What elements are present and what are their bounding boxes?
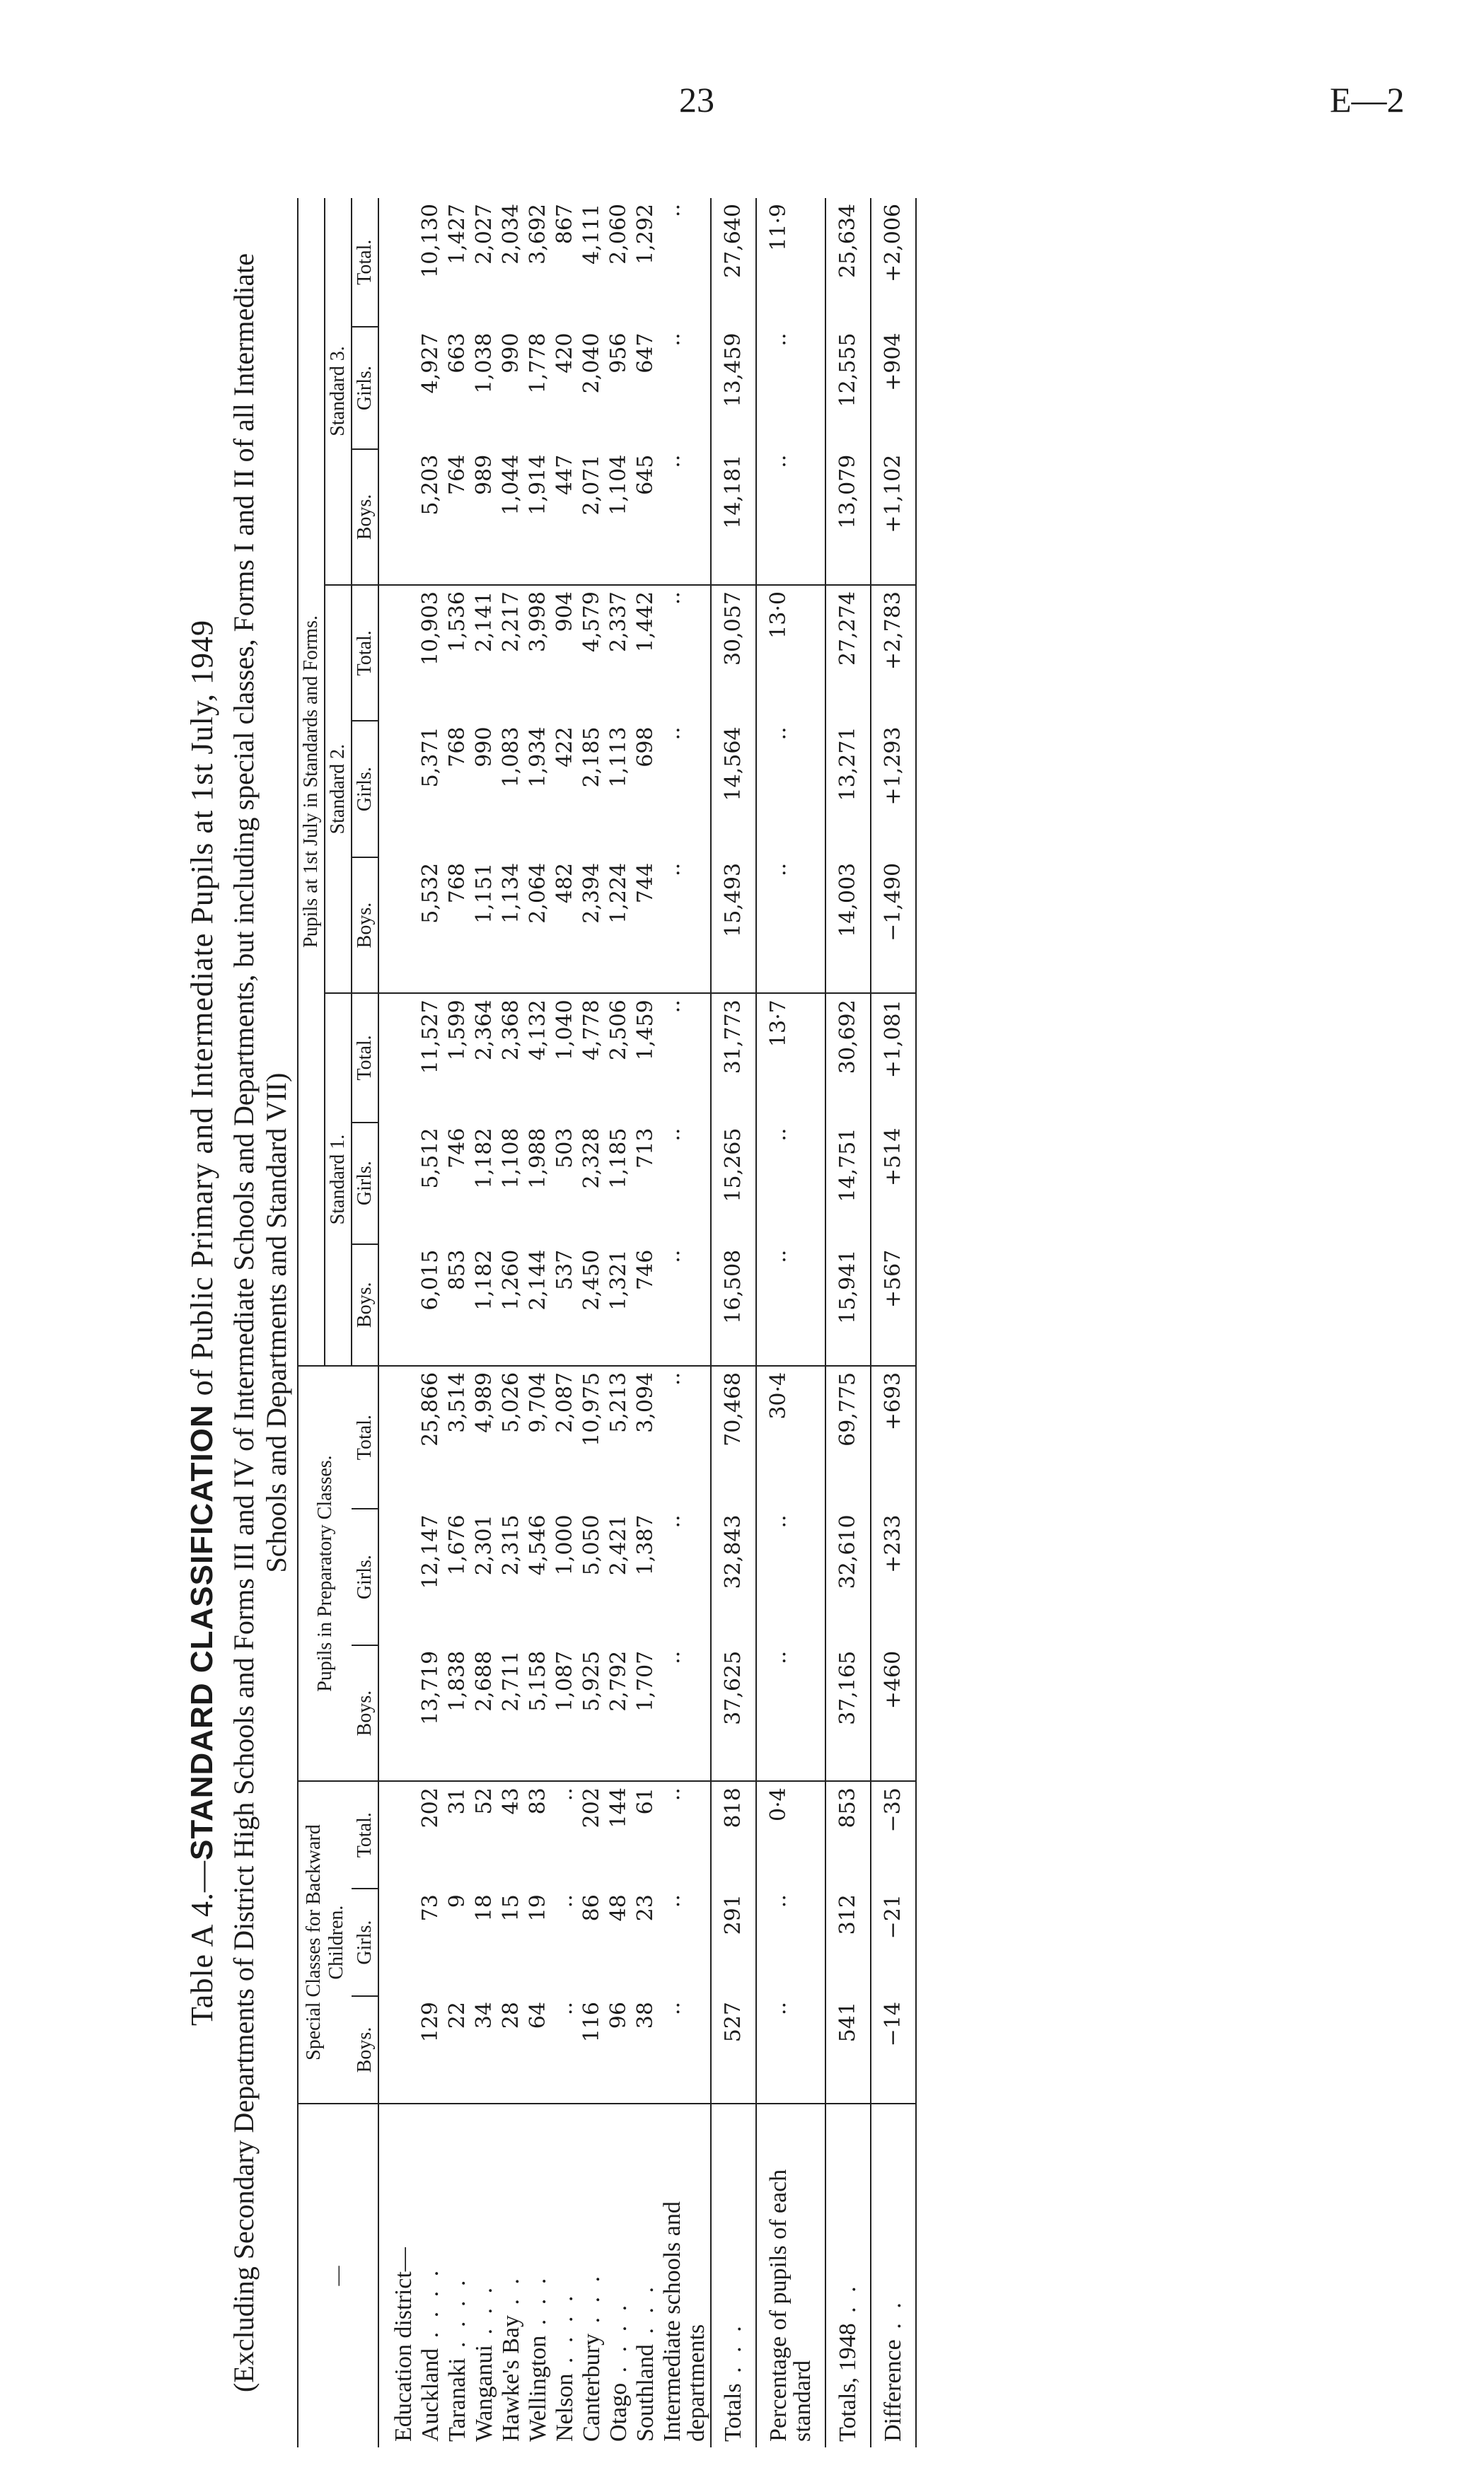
cell: 28: [498, 1996, 525, 2104]
cell: 13,459: [721, 332, 746, 407]
row-label: Percentage of pupils of each standard: [765, 2169, 816, 2442]
cell: 13,271: [835, 726, 860, 801]
cell: 5,512: [418, 1127, 443, 1189]
column-header-boys: Boys.: [352, 1244, 378, 1366]
cell: 13,079: [825, 449, 871, 585]
column-header-boys: Boys.: [352, 1645, 378, 1781]
cell: +567: [871, 1244, 916, 1366]
cell: 2,315: [499, 1514, 523, 1576]
cell: 1,988: [526, 1127, 550, 1189]
cell: 904: [552, 591, 577, 632]
column-header-boys: Boys.: [352, 449, 378, 585]
cell: −35: [881, 1787, 905, 1833]
cell: ..: [660, 1787, 685, 1802]
cell: 1,182: [472, 1127, 497, 1189]
cell: 10,975: [579, 1372, 604, 1447]
cell: 5,532: [417, 857, 444, 993]
cell: 482: [552, 857, 579, 993]
cell: 5,925: [579, 1645, 605, 1781]
cell: +904: [881, 332, 905, 391]
cell: 818: [721, 1787, 746, 1828]
cell: 2,301: [472, 1514, 497, 1576]
cell: 853: [444, 1244, 471, 1366]
cell: 1,182: [471, 1244, 498, 1366]
cell: 37,165: [825, 1645, 871, 1781]
row-label: Difference . .: [880, 2298, 906, 2442]
cell: 1,914: [525, 449, 552, 585]
cell: ..: [766, 332, 791, 347]
cell: 5,203: [417, 449, 444, 585]
cell: 537: [552, 1244, 579, 1366]
cell: 3,094: [633, 1372, 658, 1433]
cell: 96: [605, 1996, 632, 2104]
cell: ..: [552, 1787, 577, 1802]
cell: −21: [881, 1894, 905, 1940]
row-label: Taranaki . . . .: [444, 2276, 470, 2442]
cell: 768: [444, 857, 471, 993]
cell: 527: [711, 1996, 756, 2104]
cell: 1,224: [605, 857, 632, 993]
cell: ..: [659, 857, 711, 993]
cell: 312: [835, 1894, 860, 1935]
cell: 3,998: [526, 591, 550, 652]
cell: 1,087: [552, 1645, 579, 1781]
cell: 698: [633, 726, 658, 767]
cell: ..: [756, 1645, 825, 1781]
stub-header: —: [298, 2104, 378, 2447]
totals-row: [711, 198, 756, 2447]
standard-2-header: Standard 2.: [325, 585, 352, 993]
cell: 2,040: [579, 332, 604, 394]
cell: 6,015: [417, 1244, 444, 1366]
column-header-girls: Girls.: [352, 327, 378, 448]
cell: ..: [766, 726, 791, 741]
district-row: [605, 198, 632, 2447]
cell: 25,634: [835, 204, 860, 278]
cell: ..: [756, 1244, 825, 1366]
cell: 11·9: [766, 204, 791, 251]
district-row: [417, 198, 444, 2447]
cell: ..: [659, 1244, 711, 1366]
cell: +2,006: [881, 204, 905, 283]
cell: 38: [632, 1996, 659, 2104]
cell: 69,775: [835, 1372, 860, 1447]
cell: 15,493: [711, 857, 756, 993]
cell: 1,442: [633, 591, 658, 652]
cell: 1,083: [499, 726, 523, 788]
cell: 764: [444, 449, 471, 585]
cell: 70,468: [721, 1372, 746, 1447]
cell: 990: [472, 726, 497, 767]
cell: 13·0: [766, 591, 791, 639]
cell: 2,711: [498, 1645, 525, 1781]
row-label: Auckland . . . .: [417, 2266, 444, 2442]
cell: 4,546: [526, 1514, 550, 1576]
classification-table: [297, 198, 917, 2447]
row-label: Canterbury . . .: [579, 2272, 605, 2442]
percentage-row: [756, 198, 825, 2447]
cell: 15: [499, 1894, 523, 1922]
cell: 1,599: [445, 999, 470, 1061]
cell: 13,719: [417, 1645, 444, 1781]
cell: 663: [445, 332, 470, 373]
district-row: [444, 198, 471, 2447]
cell: 30·4: [766, 1372, 791, 1420]
cell: 4,111: [579, 204, 604, 265]
row-label: Otago . . . .: [605, 2300, 632, 2442]
cell: 83: [526, 1787, 550, 1815]
cell: ..: [766, 1514, 791, 1529]
cell: 25,866: [418, 1372, 443, 1447]
cell: 956: [606, 332, 631, 373]
cell: 1,427: [445, 204, 470, 265]
cell: 2,337: [606, 591, 631, 652]
cell: ..: [660, 1894, 685, 1908]
cell: ..: [659, 1645, 711, 1781]
cell: 52: [472, 1787, 497, 1815]
cell: +693: [881, 1372, 905, 1431]
cell: 291: [721, 1894, 746, 1935]
cell: 713: [633, 1127, 658, 1169]
cell: +1,081: [881, 999, 905, 1079]
table-subtitle: (Excluding Secondary Departments of District High Schools and Forms III and IV of Intermediate Schools and Departments, but including special classes, Forms I and II of all Intermediate Schools and Departments and Standard VII): [228, 253, 292, 2393]
row-label: Southland . . .: [632, 2283, 659, 2442]
special-classes-header: Special Classes for Backward Children.: [298, 1781, 352, 2104]
row-label: Wanganui . . .: [471, 2283, 497, 2442]
cell: 32,843: [721, 1514, 746, 1589]
cell: 16,508: [711, 1244, 756, 1366]
cell: 1,040: [552, 999, 577, 1061]
cell: 31: [445, 1787, 470, 1815]
cell: 4,989: [472, 1372, 497, 1433]
column-header-girls: Girls.: [352, 721, 378, 857]
cell: 1,113: [606, 726, 631, 788]
cell: 202: [579, 1787, 604, 1828]
cell: 2,792: [605, 1645, 632, 1781]
row-label: Hawke's Bay . .: [498, 2274, 524, 2442]
cell: 10,903: [418, 591, 443, 666]
cell: 1,838: [444, 1645, 471, 1781]
cell: 2,421: [606, 1514, 631, 1576]
cell: 9,704: [526, 1372, 550, 1433]
cell: 420: [552, 332, 577, 373]
cell: 4,927: [418, 332, 443, 394]
cell: 2,034: [499, 204, 523, 265]
cell: ..: [756, 857, 825, 993]
cell: 2,450: [579, 1244, 605, 1366]
cell: 1,459: [633, 999, 658, 1061]
cell: 2,364: [472, 999, 497, 1061]
cell: 744: [632, 857, 659, 993]
column-header-girls: Girls.: [352, 1509, 378, 1645]
cell: 4,132: [526, 999, 550, 1061]
cell: −14: [871, 1996, 916, 2104]
cell: ..: [766, 1127, 791, 1142]
cell: −1,490: [871, 857, 916, 993]
cell: 129: [417, 1996, 444, 2104]
cell: 31,773: [721, 999, 746, 1074]
difference-row: [871, 198, 916, 2447]
cell: 14,003: [825, 857, 871, 993]
district-row: [659, 198, 711, 2447]
cell: +460: [871, 1645, 916, 1781]
row-label: Totals, 1948 . .: [835, 2282, 861, 2442]
cell: 13·7: [766, 999, 791, 1048]
cell: +1,102: [871, 449, 916, 585]
cell: 30,692: [835, 999, 860, 1074]
cell: 989: [471, 449, 498, 585]
cell: 12,555: [835, 332, 860, 407]
document-code: E—2: [1330, 80, 1405, 120]
cell: 746: [445, 1127, 470, 1169]
cell: ..: [756, 449, 825, 585]
cell: 61: [633, 1787, 658, 1815]
district-row: [471, 198, 498, 2447]
cell: ..: [660, 999, 685, 1014]
cell: 30,057: [721, 591, 746, 666]
cell: 647: [633, 332, 658, 373]
cell: 11,527: [418, 999, 443, 1074]
district-row: [632, 198, 659, 2447]
page-number: 23: [679, 80, 714, 120]
district-row: [552, 198, 579, 2447]
cell: ..: [659, 449, 711, 585]
cell: 2,144: [525, 1244, 552, 1366]
cell: 1,108: [499, 1127, 523, 1189]
cell: ..: [660, 1127, 685, 1142]
cell: 2,185: [579, 726, 604, 788]
row-label: Nelson . . . .: [552, 2291, 578, 2442]
row-label: Intermediate schools and departments: [659, 2201, 709, 2442]
cell: 32,610: [835, 1514, 860, 1589]
cell: +514: [881, 1127, 905, 1186]
cell: 2,688: [471, 1645, 498, 1781]
cell: ..: [552, 1894, 577, 1908]
cell: 1,185: [606, 1127, 631, 1189]
cell: ..: [660, 332, 685, 347]
cell: 1,151: [471, 857, 498, 993]
district-row: [579, 198, 605, 2447]
cell: 2,394: [579, 857, 605, 993]
cell: 202: [418, 1787, 443, 1828]
cell: 2,087: [552, 1372, 577, 1433]
cell: 1,292: [633, 204, 658, 265]
standard-1-header: Standard 1.: [325, 993, 352, 1366]
cell: 1,536: [445, 591, 470, 652]
cell: +2,783: [881, 591, 905, 671]
cell: 2,368: [499, 999, 523, 1061]
cell: 2,506: [606, 999, 631, 1061]
cell: 2,060: [606, 204, 631, 265]
cell: 1,676: [445, 1514, 470, 1576]
cell: 10,130: [418, 204, 443, 278]
cell: 1,134: [498, 857, 525, 993]
cell: 2,027: [472, 204, 497, 265]
standard-3-header: Standard 3.: [325, 198, 352, 585]
cell: 3,514: [445, 1372, 470, 1433]
district-heading-row: [378, 198, 417, 2447]
column-header-total: Total.: [352, 585, 378, 721]
cell: 37,625: [711, 1645, 756, 1781]
cell: 541: [825, 1996, 871, 2104]
row-label: Wellington . . .: [525, 2273, 551, 2442]
cell: 48: [606, 1894, 631, 1922]
cell: 2,217: [499, 591, 523, 652]
cell: 1,000: [552, 1514, 577, 1576]
cell: 34: [471, 1996, 498, 2104]
cell: 43: [499, 1787, 523, 1815]
cell: 3,692: [526, 204, 550, 265]
cell: 64: [525, 1996, 552, 2104]
cell: 1,104: [605, 449, 632, 585]
cell: 1,707: [632, 1645, 659, 1781]
cell: 5,213: [606, 1372, 631, 1433]
preparatory-header: Pupils in Preparatory Classes.: [298, 1366, 352, 1781]
cell: 768: [445, 726, 470, 767]
cell: 5,371: [418, 726, 443, 788]
cell: ..: [660, 204, 685, 218]
title-bold: STANDARD CLASSIFICATION: [185, 1404, 219, 1860]
cell: +1,293: [881, 726, 905, 806]
cell: 503: [552, 1127, 577, 1169]
cell: 1,038: [472, 332, 497, 394]
cell: ..: [660, 591, 685, 605]
cell: 1,321: [605, 1244, 632, 1366]
cell: 14,181: [711, 449, 756, 585]
column-header-girls: Girls.: [352, 1123, 378, 1244]
title-prefix: Table A 4.—: [185, 1860, 219, 2027]
cell: ..: [766, 1894, 791, 1908]
cell: 86: [579, 1894, 604, 1922]
column-header-boys: Boys.: [352, 857, 378, 993]
cell: 853: [835, 1787, 860, 1828]
cell: 5,050: [579, 1514, 604, 1576]
column-header-total: Total.: [352, 1366, 378, 1509]
column-header-total: Total.: [352, 198, 378, 327]
cell: 746: [632, 1244, 659, 1366]
totals-1948-row: [825, 198, 871, 2447]
cell: 447: [552, 449, 579, 585]
cell: 4,778: [579, 999, 604, 1061]
cell: 1,934: [526, 726, 550, 788]
cell: +233: [881, 1514, 905, 1573]
cell: 1,044: [498, 449, 525, 585]
table-title: [184, 191, 220, 2454]
cell: 2,071: [579, 449, 605, 585]
cell: 1,260: [498, 1244, 525, 1366]
row-label: Totals . . .: [720, 2321, 746, 2442]
cell: ..: [660, 1514, 685, 1529]
cell: ..: [660, 1372, 685, 1386]
cell: 12,147: [418, 1514, 443, 1589]
district-row: [525, 198, 552, 2447]
cell: 116: [579, 1996, 605, 2104]
cell: 2,141: [472, 591, 497, 652]
cell: 73: [418, 1894, 443, 1922]
district-heading: Education district—: [390, 2247, 417, 2442]
cell: ..: [552, 1996, 579, 2104]
cell: 19: [526, 1894, 550, 1922]
column-header-total: Total.: [352, 993, 378, 1122]
cell: 2,328: [579, 1127, 604, 1189]
cell: 4,579: [579, 591, 604, 652]
cell: ..: [756, 1996, 825, 2104]
cell: 9: [445, 1894, 470, 1908]
cell: 144: [606, 1787, 631, 1828]
cell: ..: [660, 726, 685, 741]
column-header-total: Total.: [352, 1781, 378, 1889]
cell: 867: [552, 204, 577, 245]
cell: 15,265: [721, 1127, 746, 1202]
cell: 14,751: [835, 1127, 860, 1202]
cell: 990: [499, 332, 523, 373]
cell: 18: [472, 1894, 497, 1922]
cell: 645: [632, 449, 659, 585]
cell: 1,387: [633, 1514, 658, 1576]
column-header-girls: Girls.: [352, 1889, 378, 1996]
cell: ..: [659, 1996, 711, 2104]
cell: 1,778: [526, 332, 550, 394]
cell: 5,158: [525, 1645, 552, 1781]
column-header-boys: Boys.: [352, 1996, 378, 2104]
cell: 23: [633, 1894, 658, 1922]
rotated-table-page: [184, 191, 1316, 2454]
cell: 0·4: [766, 1787, 791, 1821]
cell: 15,941: [825, 1244, 871, 1366]
cell: 22: [444, 1996, 471, 2104]
district-row: [498, 198, 525, 2447]
title-rest: of Public Primary and Intermediate Pupils at 1st July, 1949: [185, 619, 219, 1396]
cell: 27,640: [721, 204, 746, 278]
standards-header: Pupils at 1st July in Standards and Forms.: [298, 198, 325, 1366]
cell: 27,274: [835, 591, 860, 666]
cell: 14,564: [721, 726, 746, 801]
cell: 2,064: [525, 857, 552, 993]
cell: 5,026: [499, 1372, 523, 1433]
cell: 422: [552, 726, 577, 767]
